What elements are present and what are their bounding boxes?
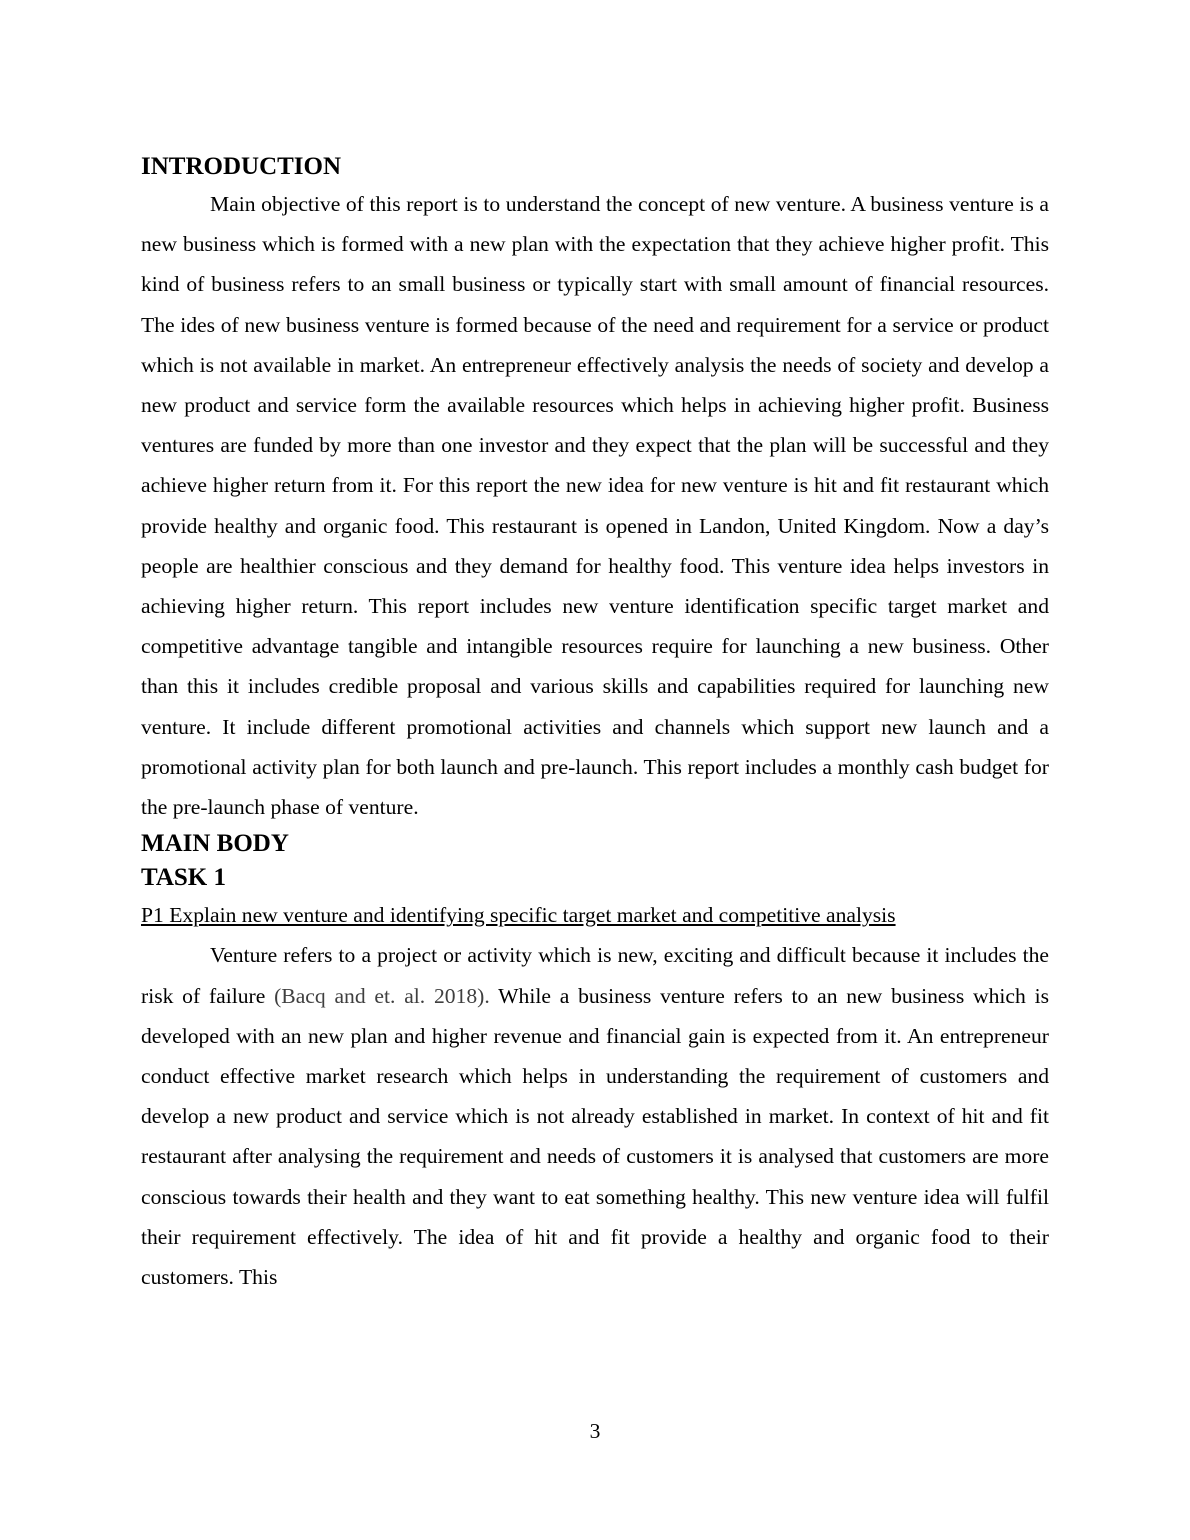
page-number: 3	[589, 1419, 601, 1443]
citation: (Bacq and et. al. 2018).	[274, 983, 490, 1008]
task-1-paragraph	[141, 935, 1049, 1297]
main-body-heading: MAIN BODY	[141, 830, 289, 858]
task-1-paragraph-text-end: While a business venture refers to an new business which is developed with an new plan and higher revenue and financial gain is expected from it. An entrepreneur conduct effective market research which helps in understanding the requirement of customers and develop a new product and service which is not already established in market. In context of hit and fit restaurant after analysing the requirement and needs of customers it is analysed that customers are more conscious towards their health and they want to eat something healthy. This new venture idea will fulfil their requirement effectively. The idea of hit and fit provide a healthy and organic food to their customers. This	[141, 983, 1050, 1290]
task-1-subheading: P1 Explain new venture and identifying specific target market and competitive analysis	[141, 903, 896, 928]
task-1-paragraph-text-start: Venture refers to a project or activity which is new, exciting and difficult because it includes the risk of failure	[141, 943, 1049, 1008]
introduction-paragraph: Main objective of this report is to understand the concept of new venture. A business venture is a new business which is formed with a new plan with the expectation that they achieve higher profit. This kind of business refers to an small business or typically start with small amount of financial resources. The ides of new business venture is formed because of the need and requirement for a service or product which is not available in market. An entrepreneur effectively analysis the needs of society and develop a new product and service form the available resources which helps in achieving higher profit. Business ventures are funded by more than one investor and they expect that the plan will be successful and they achieve higher return from it. For this report the new idea for new venture is hit and fit restaurant which provide healthy and organic food. This restaurant is opened in Landon, United Kingdom. Now a day’s people are healthier conscious and they demand for healthy food. This venture idea helps investors in achieving higher return. This report includes new venture identification specific target market and competitive advantage tangible and intangible resources require for launching a new business. Other than this it includes credible proposal and various skills and capabilities required for launching new venture. It include different promotional activities and channels which support new launch and a promotional activity plan for both launch and pre-launch. This report includes a monthly cash budget for the pre-launch phase of venture.	[141, 192, 1049, 820]
page-content	[141, 150, 1049, 1297]
task-1-heading: TASK 1	[141, 864, 226, 892]
introduction-heading: INTRODUCTION	[141, 153, 342, 180]
